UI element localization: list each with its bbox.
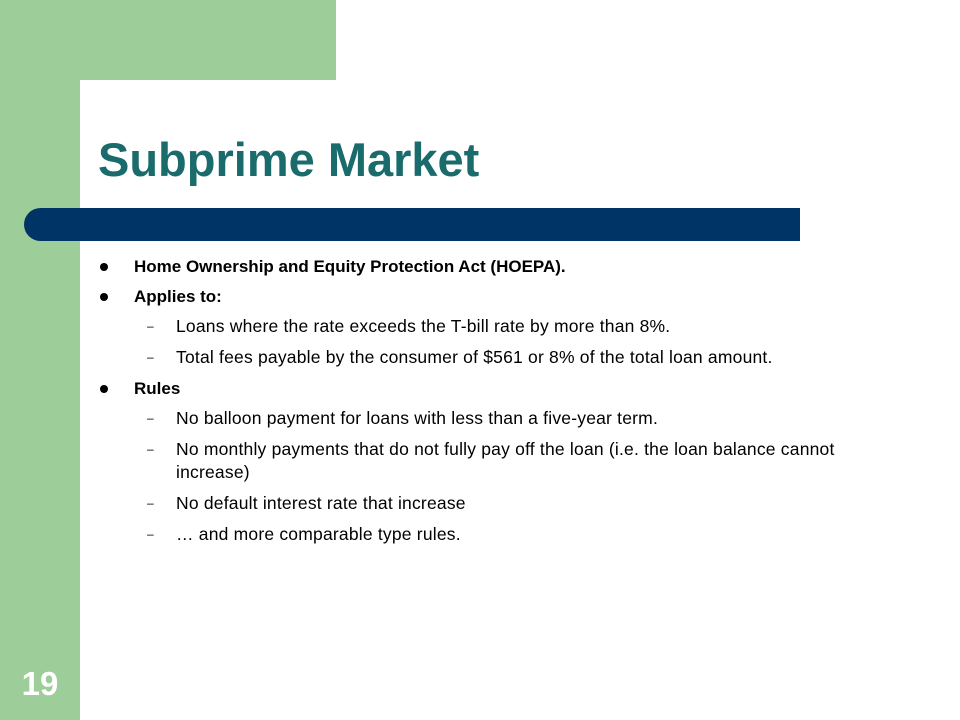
sub-bullet-text: Loans where the rate exceeds the T-bill rate by more than 8%.: [176, 316, 671, 336]
sub-bullet-text: No default interest rate that increase: [176, 493, 466, 513]
bullet-item: [98, 285, 838, 309]
bullet-item: [98, 377, 838, 401]
sub-bullet-item: [98, 438, 838, 484]
bullet-text: Home Ownership and Equity Protection Act (HOEPA).: [134, 257, 566, 276]
dash-icon: –: [147, 496, 154, 510]
bullet-dot-icon: [100, 263, 108, 271]
title-underline-bar: [24, 208, 800, 241]
dash-icon: –: [147, 319, 154, 333]
dash-icon: –: [147, 411, 154, 425]
dash-icon: –: [147, 527, 154, 541]
dash-icon: –: [147, 442, 154, 456]
bullet-dot-icon: [100, 293, 108, 301]
top-green-band: [80, 0, 336, 80]
sub-bullet-item: [98, 523, 838, 546]
sub-bullet-item: [98, 492, 838, 515]
sub-bullet-text: Total fees payable by the consumer of $561 or 8% of the total loan amount.: [176, 347, 773, 367]
sub-bullet-item: [98, 315, 838, 338]
slide-title: Subprime Market: [98, 133, 480, 186]
bullet-text: Applies to:: [134, 287, 222, 306]
bullet-list: [98, 255, 838, 554]
sub-bullet-item: [98, 346, 838, 369]
left-green-band: [0, 0, 80, 720]
slide-number: 19: [21, 665, 59, 702]
bullet-text: Rules: [134, 379, 181, 398]
sub-bullet-text: No monthly payments that do not fully pay off the loan (i.e. the loan balance cannot increase): [176, 439, 835, 482]
bullet-item: [98, 255, 838, 279]
bullet-dot-icon: [100, 385, 108, 393]
dash-icon: –: [147, 350, 154, 364]
sub-bullet-text: … and more comparable type rules.: [176, 524, 461, 544]
sub-bullet-item: [98, 407, 838, 430]
sub-bullet-text: No balloon payment for loans with less than a five-year term.: [176, 408, 659, 428]
